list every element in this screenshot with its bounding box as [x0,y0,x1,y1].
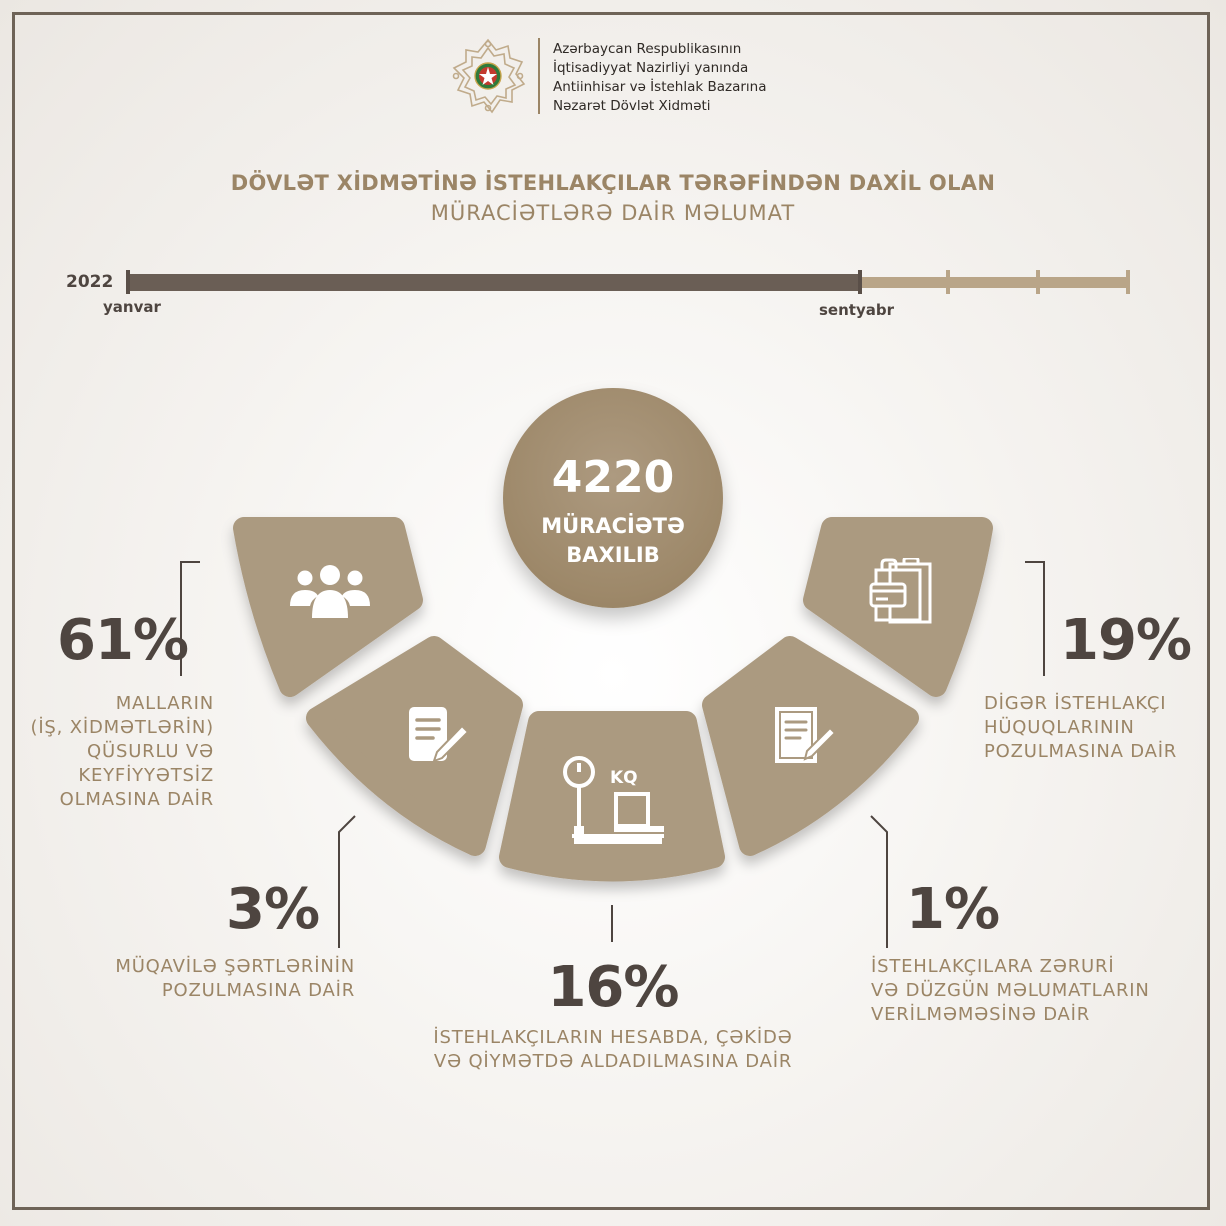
desc-information [871,955,1150,1027]
percent-weight-price: 16% [547,955,679,1020]
org-line: Azərbaycan Respublikasının [553,41,742,57]
desc-line: POZULMASINA DAİR [161,980,355,1001]
desc-other-rights [984,692,1177,764]
desc-line: MALLARIN [115,693,214,714]
desc-line: HÜQUQLARININ [984,717,1135,738]
desc-line: VƏ DÜZGÜN MƏLUMATLARIN [871,980,1150,1001]
timeline-end-label: sentyabr [819,301,894,319]
scale-unit-label: KQ [610,768,638,788]
timeline-start-label: yanvar [103,298,161,316]
timeline-year: 2022 [66,272,114,292]
percent-other-rights: 19% [1060,608,1192,673]
total-label-line: BAXILIB [566,543,660,567]
desc-line: QÜSURLU VƏ [87,741,214,762]
desc-line: KEYFİYYƏTSİZ [78,765,214,786]
desc-line: OLMASINA DAİR [59,789,214,810]
desc-line: VƏ QİYMƏTDƏ ALDADILMASINA DAİR [433,1051,793,1072]
desc-goods-defects [31,692,215,812]
percent-information: 1% [906,877,1000,942]
org-line: Nəzarət Dövlət Xidməti [553,98,711,114]
desc-line: MÜQAVİLƏ ŞƏRTLƏRİNİN [115,956,355,977]
org-line: İqtisadiyyat Nazirliyi yanında [553,60,749,76]
page-title: DÖVLƏT XİDMƏTİNƏ İSTEHLAKÇILAR TƏRƏFİNDƏN DAXİL OLAN [230,171,996,195]
desc-line: VERİLMƏMƏSİNƏ DAİR [871,1004,1091,1025]
org-line: Antiinhisar və İstehlak Bazarına [553,79,767,95]
percent-contract-terms: 3% [226,877,320,942]
total-label-line: MÜRACİƏTƏ [541,514,685,538]
desc-line: (İŞ, XİDMƏTLƏRİN) [30,717,214,738]
page-subtitle: MÜRACİƏTLƏRƏ DAİR MƏLUMAT [430,201,796,225]
desc-line: İSTEHLAKÇILARA ZƏRURİ [871,956,1115,977]
desc-line: İSTEHLAKÇILARIN HESABDA, ÇƏKİDƏ [433,1027,793,1048]
percent-goods-defects: 61% [57,608,189,673]
desc-line: DİGƏR İSTEHLAKÇI [984,693,1167,714]
desc-weight-price [0,1026,1226,1074]
desc-line: POZULMASINA DAİR [984,741,1178,762]
total-count: 4220 [551,452,675,503]
